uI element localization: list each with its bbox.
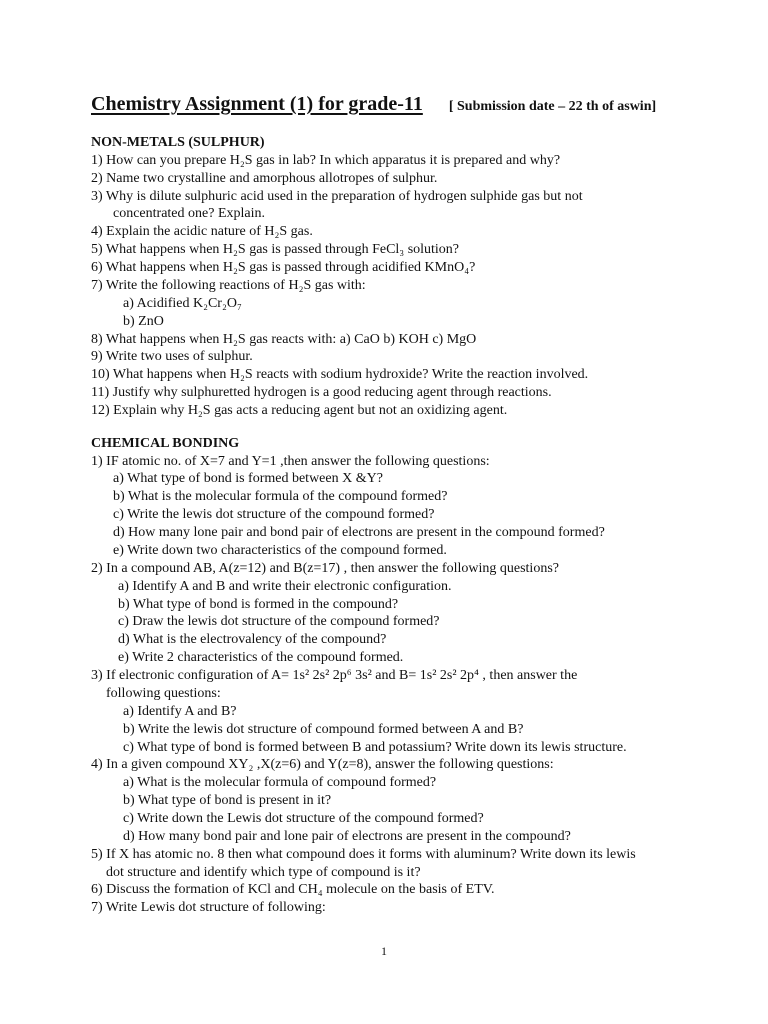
question-line: 6) Discuss the formation of KCl and CH₄ molecule on the basis of ETV. <box>91 882 495 897</box>
sub-question-line: a) What type of bond is formed between X &Y? <box>113 471 383 486</box>
question-line: 10) What happens when H₂S reacts with sodium hydroxide? Write the reaction involved. <box>91 367 589 382</box>
sub-question-line: c) Draw the lewis dot structure of the compound formed? <box>118 614 440 629</box>
sub-question-line: c) Write the lewis dot structure of the compound formed? <box>113 507 435 522</box>
title-row <box>91 93 691 116</box>
question-line: 5) What happens when H₂S gas is passed through FeCl₃ solution? <box>91 242 460 257</box>
question-line: 6) What happens when H₂S gas is passed through acidified KMnO₄? <box>91 260 476 275</box>
sub-question-line: a) What is the molecular formula of compound formed? <box>123 775 437 790</box>
question-line: 7) Write the following reactions of H₂S gas with: <box>91 278 366 293</box>
question-line: 1) How can you prepare H₂S gas in lab? In which apparatus it is prepared and why? <box>91 153 561 168</box>
sub-question-line: d) How many lone pair and bond pair of electrons are present in the compound formed? <box>113 525 605 540</box>
sub-question-line: b) What is the molecular formula of the compound formed? <box>113 489 448 504</box>
sub-question-line: c) What type of bond is formed between B and potassium? Write down its lewis structure. <box>123 740 627 755</box>
question-line: 2) Name two crystalline and amorphous allotropes of sulphur. <box>91 171 438 186</box>
question-line: dot structure and identify which type of compound is it? <box>106 865 421 880</box>
question-line: 7) Write Lewis dot structure of following: <box>91 900 326 915</box>
assignment-title: Chemistry Assignment (1) for grade-11 <box>91 93 423 115</box>
question-line: 12) Explain why H₂S gas acts a reducing agent but not an oxidizing agent. <box>91 403 508 418</box>
sub-question-line: e) Write 2 characteristics of the compound formed. <box>118 650 404 665</box>
section-heading-chemical-bonding: CHEMICAL BONDING <box>91 436 240 451</box>
question-line: 8) What happens when H₂S gas reacts with: a) CaO b) KOH c) MgO <box>91 332 477 347</box>
sub-question-line: b) Write the lewis dot structure of compound formed between A and B? <box>123 722 524 737</box>
section-heading-sulphur: NON-METALS (SULPHUR) <box>91 135 265 150</box>
sub-question-line: b) ZnO <box>123 314 164 329</box>
submission-date-note: [ Submission date – 22 th of aswin] <box>448 99 657 114</box>
sub-question-line: e) Write down two characteristics of the compound formed. <box>113 543 447 558</box>
question-line: 1) IF atomic no. of X=7 and Y=1 ,then answer the following questions: <box>91 454 490 469</box>
question-line: 3) If electronic configuration of A= 1s² 2s² 2p⁶ 3s² and B= 1s² 2s² 2p⁴ , then answer the <box>91 668 578 683</box>
question-line: 11) Justify why sulphuretted hydrogen is a good reducing agent through reactions. <box>91 385 552 400</box>
question-line: 9) Write two uses of sulphur. <box>91 349 253 364</box>
sub-question-line: b) What type of bond is formed in the compound? <box>118 597 399 612</box>
sub-question-line: b) What type of bond is present in it? <box>123 793 332 808</box>
sub-question-line: d) What is the electrovalency of the compound? <box>118 632 387 647</box>
question-line: 4) Explain the acidic nature of H₂S gas. <box>91 224 313 239</box>
sub-question-line: d) How many bond pair and lone pair of electrons are present in the compound? <box>123 829 571 844</box>
sub-question-line: c) Write down the Lewis dot structure of the compound formed? <box>123 811 484 826</box>
question-line: 2) In a compound AB, A(z=12) and B(z=17) , then answer the following questions? <box>91 561 559 576</box>
question-line: 5) If X has atomic no. 8 then what compound does it forms with aluminum? Write down its lewis <box>91 847 636 862</box>
question-line: following questions: <box>106 686 221 701</box>
question-line: 4) In a given compound XY₂ ,X(z=6) and Y(z=8), answer the following questions: <box>91 757 554 772</box>
sub-question-line: a) Identify A and B? <box>123 704 237 719</box>
question-line: concentrated one? Explain. <box>113 206 265 221</box>
page-number: 1 <box>381 944 387 958</box>
question-line: 3) Why is dilute sulphuric acid used in the preparation of hydrogen sulphide gas but not <box>91 189 583 204</box>
sub-question-line: a) Acidified K₂Cr₂O₇ <box>123 296 242 311</box>
sub-question-line: a) Identify A and B and write their electronic configuration. <box>118 579 452 594</box>
